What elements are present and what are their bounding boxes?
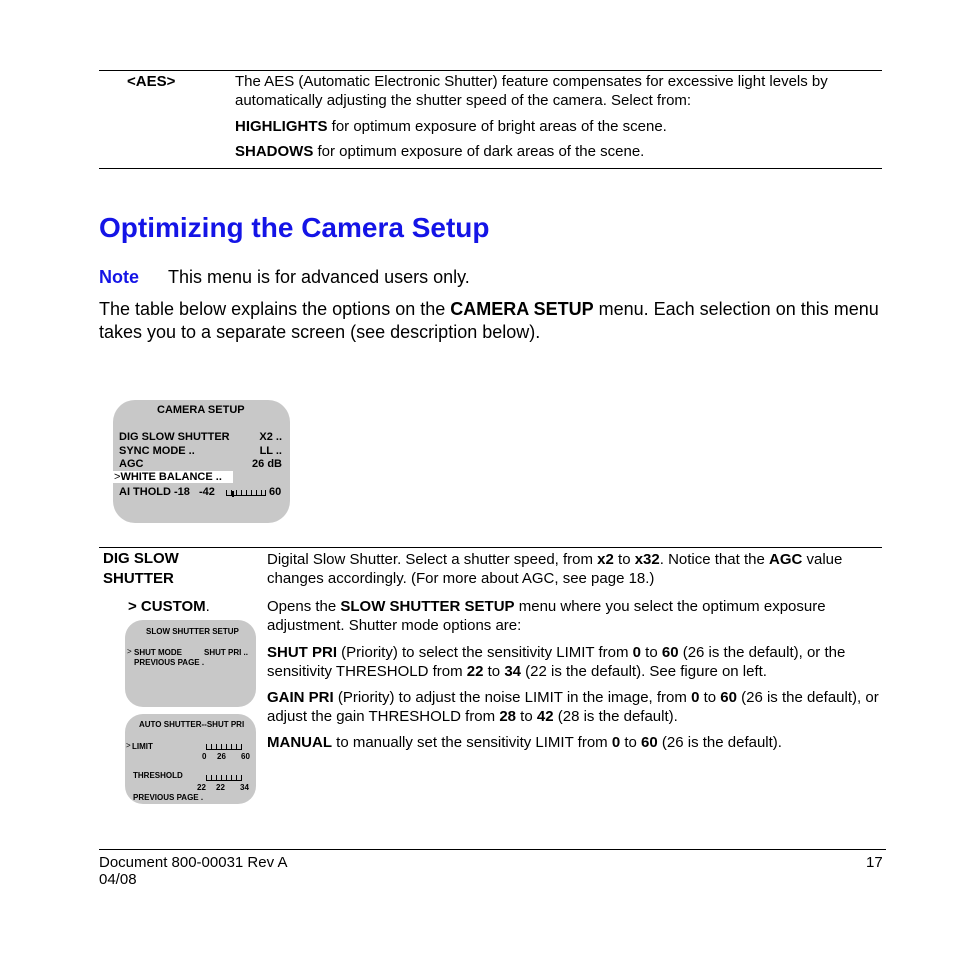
- osd-row-value: SHUT PRI ..: [204, 648, 249, 657]
- aes-option-highlights: HIGHLIGHTS for optimum exposure of bright areas of the scene.: [235, 118, 667, 135]
- osd-threshold-min: 22: [197, 783, 206, 792]
- osd-limit-scale: [206, 742, 242, 750]
- intro-paragraph: The table below explains the options on the CAMERA SETUP menu. Each selection on this menu takes you to a separate screen (see description below).: [99, 299, 879, 342]
- osd-threshold-scale: [206, 773, 242, 781]
- osd-threshold-default: 22: [216, 783, 225, 792]
- osd-row-value: 26 dB: [252, 458, 282, 470]
- osd-row-label: SHUT MODE: [134, 648, 182, 657]
- aes-term: <AES>: [127, 73, 176, 90]
- note-label: Note: [99, 267, 139, 287]
- custom-option-label: > CUSTOM.: [128, 598, 210, 615]
- osd-thold-label: AI THOLD -18: [119, 486, 190, 498]
- osd-row-prefix: >: [127, 647, 132, 656]
- osd-row-value: X2 ..: [259, 431, 282, 443]
- footer-date: 04/08: [99, 871, 137, 888]
- section-title: Optimizing the Camera Setup: [99, 212, 490, 243]
- camera-setup-screen: [113, 400, 290, 523]
- gain-pri-description: GAIN PRI (Priority) to adjust the noise LIMIT in the image, from 0 to 60 (26 is the default), or adjust the gain THRESHOLD from 28 to 42 (28 is the default).: [267, 689, 879, 725]
- osd-limit-default: 26: [217, 752, 226, 761]
- aes-table-top-rule: [99, 70, 882, 71]
- osd-row-label: AGC: [119, 458, 144, 470]
- dig-slow-description: Digital Slow Shutter. Select a shutter speed, from x2 to x32. Notice that the AGC value changes accordingly. (For more about AGC, see page 18.): [267, 551, 843, 587]
- note-text: This menu is for advanced users only.: [168, 267, 470, 287]
- aes-option-shadows: SHADOWS for optimum exposure of dark areas of the scene.: [235, 143, 645, 160]
- osd-threshold-max: 34: [240, 783, 249, 792]
- osd-row-label: SYNC MODE ..: [119, 445, 195, 457]
- footer-document: Document 800-00031 Rev A: [99, 854, 288, 871]
- slow-shutter-setup-screen: [125, 620, 256, 707]
- osd-row-value: LL ..: [259, 445, 282, 457]
- manual-description: MANUAL to manually set the sensitivity LIMIT from 0 to 60 (26 is the default).: [267, 734, 782, 751]
- osd-limit-max: 60: [241, 752, 250, 761]
- auto-shutter-screen: [125, 714, 256, 804]
- dig-table-top-rule: [99, 547, 882, 548]
- aes-description: The AES (Automatic Electronic Shutter) feature compensates for excessive light levels by automatically adjusting the shutter speed of the camera. Select from:: [235, 73, 828, 109]
- osd-title: CAMERA SETUP: [157, 404, 245, 416]
- osd-threshold-label: THRESHOLD: [133, 771, 183, 780]
- osd-row-label: PREVIOUS PAGE .: [134, 658, 205, 667]
- osd-title: SLOW SHUTTER SETUP: [146, 627, 239, 636]
- osd-thold-max: 60: [269, 486, 282, 498]
- osd-row-prefix: >: [126, 741, 131, 750]
- shut-pri-description: SHUT PRI (Priority) to select the sensitivity LIMIT from 0 to 60 (26 is the default), or the sensitivity THRESHOLD from 22 to 34 (22 is the default). See figure on left.: [267, 644, 846, 680]
- osd-thold-marker: [232, 491, 234, 497]
- osd-previous-page: PREVIOUS PAGE .: [133, 793, 204, 802]
- osd-title: AUTO SHUTTER--SHUT PRI: [139, 720, 245, 729]
- osd-thold-value: -42: [199, 486, 215, 498]
- osd-limit-min: 0: [202, 752, 207, 761]
- custom-description: Opens the SLOW SHUTTER SETUP menu where you select the optimum exposure adjustment. Shutter mode options are:: [267, 598, 826, 634]
- osd-selected-row: >WHITE BALANCE ..: [113, 471, 233, 483]
- osd-limit-label: LIMIT: [132, 742, 153, 751]
- dig-slow-term: DIG SLOW SHUTTER: [103, 550, 179, 587]
- osd-row-label: DIG SLOW SHUTTER: [119, 431, 230, 443]
- aes-table-bottom-rule: [99, 168, 882, 169]
- footer-rule: [99, 849, 886, 850]
- footer-page-number: 17: [866, 854, 883, 871]
